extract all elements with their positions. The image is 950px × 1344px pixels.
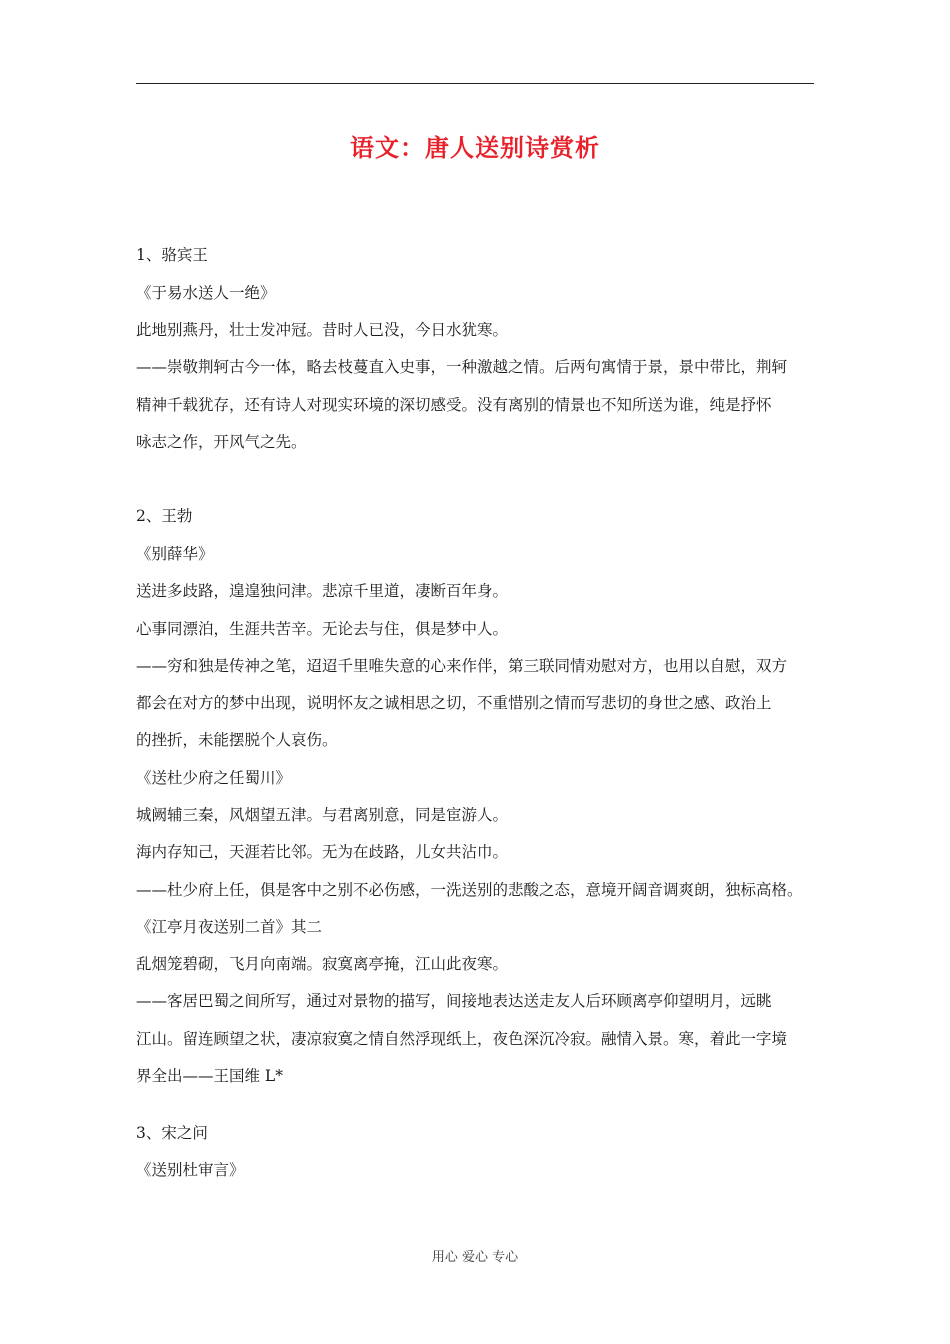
poem-line: 此地别燕丹，壮士发冲冠。昔时人已没，今日水犹寒。 [136,321,509,339]
commentary-line: ——穷和独是传神之笔，迢迢千里唯失意的心来作伴，第三联同情劝慰对方，也用以自慰，双方 [136,657,788,675]
poem-line: 送进多歧路，遑遑独问津。悲凉千里道，凄断百年身。 [136,582,509,600]
commentary-line: ——崇敬荆轲古今一体，略去枝蔓直入史事，一种激越之情。后两句寓情于景，景中带比，荆轲 [136,358,788,376]
poem-title: 《别薛华》 [136,545,214,563]
commentary-line: 都会在对方的梦中出现，说明怀友之诚相思之切，不重惜别之情而写悲切的身世之感、政治上 [136,694,772,712]
section-heading: 1、骆宾王 [136,246,208,264]
poem-title: 《送别杜审言》 [136,1161,245,1179]
page-footer: 用心 爱心 专心 [431,1250,519,1265]
commentary-line: 咏志之作，开风气之先。 [136,433,307,451]
poem-line: 海内存知己，天涯若比邻。无为在歧路，儿女共沾巾。 [136,843,509,861]
poem-title: 《送杜少府之任蜀川》 [136,769,292,787]
poem-line: 乱烟笼碧砌，飞月向南端。寂寞离亭掩，江山此夜寒。 [136,955,509,973]
commentary-line: 的挫折，未能摆脱个人哀伤。 [136,731,338,749]
commentary-line: 精神千载犹存，还有诗人对现实环境的深切感受。没有离别的情景也不知所送为谁，纯是抒怀 [136,396,772,414]
section-heading: 3、宋之问 [136,1124,208,1142]
commentary-line: ——杜少府上任，俱是客中之别不必伤感，一洗送别的悲酸之态，意境开阔音调爽朗，独标高格。 [136,881,803,899]
poem-line: 心事同漂泊，生涯共苦辛。无论去与住，俱是梦中人。 [136,620,509,638]
section-heading: 2、王勃 [136,507,193,525]
commentary-line: ——客居巴蜀之间所写，通过对景物的描写，间接地表达送走友人后环顾离亭仰望明月，远眺 [136,992,772,1010]
page-title: 语文：唐人送别诗赏析 [350,134,600,162]
poem-line: 城阙辅三秦，风烟望五津。与君离别意，同是宦游人。 [136,806,509,824]
commentary-line: 江山。留连顾望之状，凄凉寂寞之情自然浮现纸上，夜色深沉冷寂。融情入景。寒，着此一字境 [136,1030,788,1048]
poem-title: 《于易水送人一绝》 [136,284,276,302]
header-rule [136,83,814,84]
commentary-line: 界全出——王国维 L* [136,1067,283,1085]
poem-title: 《江亭月夜送别二首》其二 [136,918,323,936]
